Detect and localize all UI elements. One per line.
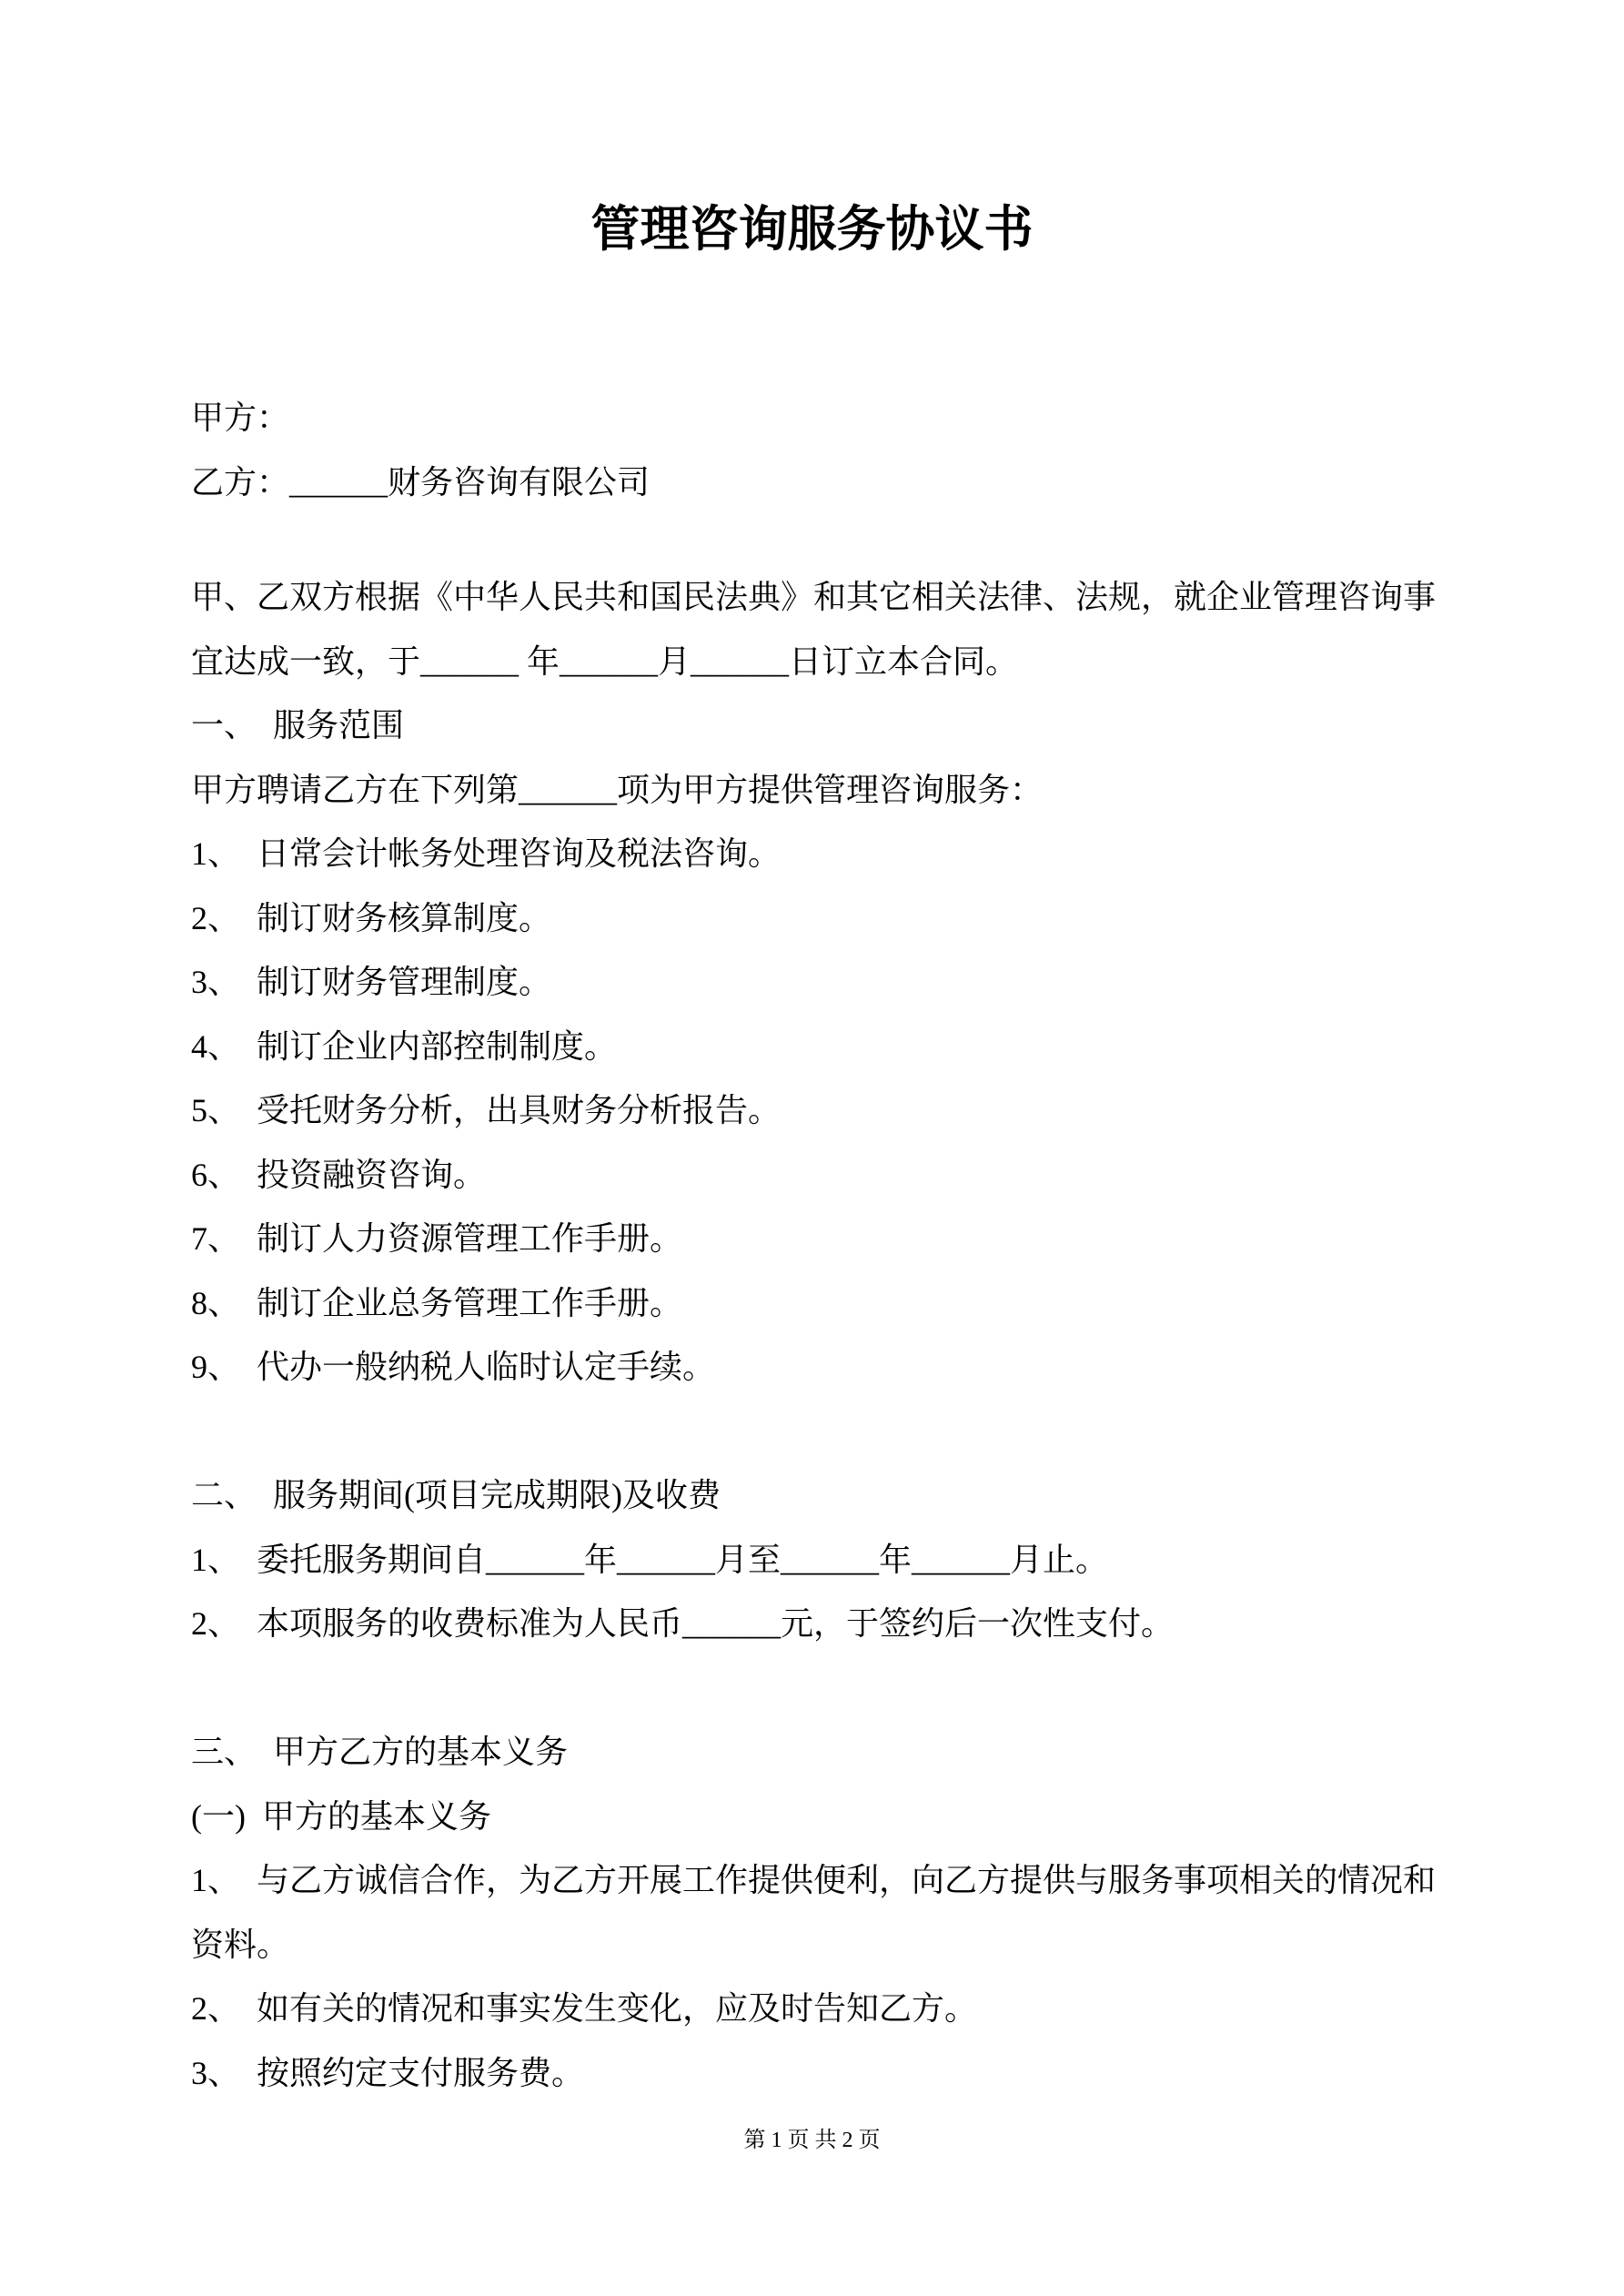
- section-1-intro: 甲方聘请乙方在下列第______项为甲方提供管理咨询服务：: [191, 771, 1044, 808]
- section-1-item-5: 5、 受托财务分析，出具财务分析报告。: [191, 1092, 782, 1128]
- section-1-item-8: 8、 制订企业总务管理工作手册。: [191, 1284, 683, 1321]
- section-2-item-2: 2、 本项服务的收费标准为人民币______元，于签约后一次性支付。: [191, 1605, 1175, 1642]
- section-2-heading: 二、 服务期间(项目完成期限)及收费: [191, 1477, 721, 1513]
- party-b-line: 乙方：______财务咨询有限公司: [191, 463, 651, 501]
- section-3-item-2: 2、 如有关的情况和事实发生变化，应及时告知乙方。: [191, 1990, 978, 2027]
- section-3-item-3: 3、 按照约定支付服务费。: [191, 2054, 585, 2091]
- section-1-heading: 一、 服务范围: [191, 707, 405, 743]
- section-1-item-3: 3、 制订财务管理制度。: [191, 964, 552, 1000]
- section-3-item-1-line-1: 1、 与乙方诚信合作，为乙方开展工作提供便利，向乙方提供与服务事项相关的情况和: [191, 1862, 1437, 1898]
- section-1-item-2: 2、 制订财务核算制度。: [191, 899, 552, 936]
- section-3-subheading: (一) 甲方的基本义务: [191, 1797, 491, 1835]
- section-1-item-6: 6、 投资融资咨询。: [191, 1156, 487, 1193]
- document-title: 管理咨询服务协议书: [590, 202, 1034, 257]
- section-3-item-1-line-2: 资料。: [191, 1926, 290, 1963]
- section-1-item-7: 7、 制订人力资源管理工作手册。: [191, 1220, 683, 1257]
- page-number: 第 1 页 共 2 页: [743, 2129, 881, 2152]
- section-2-item-1: 1、 委托服务期间自______年______月至______年______月止。: [191, 1541, 1109, 1578]
- section-3-heading: 三、 甲方乙方的基本义务: [191, 1734, 569, 1770]
- preamble-line-2: 宜达成一致，于______ 年______月______日订立本合同。: [191, 642, 1019, 680]
- document-body: [191, 386, 1456, 2105]
- section-1-item-4: 4、 制订企业内部控制制度。: [191, 1027, 618, 1065]
- section-1-item-9: 9、 代办一般纳税人临时认定手续。: [191, 1349, 716, 1385]
- section-1-item-1: 1、 日常会计帐务处理咨询及税法咨询。: [191, 835, 782, 872]
- party-a-line: 甲方：: [191, 400, 290, 436]
- preamble-line-1: 甲、乙双方根据《中华人民共和国民法典》和其它相关法律、法规，就企业管理咨询事: [191, 579, 1437, 615]
